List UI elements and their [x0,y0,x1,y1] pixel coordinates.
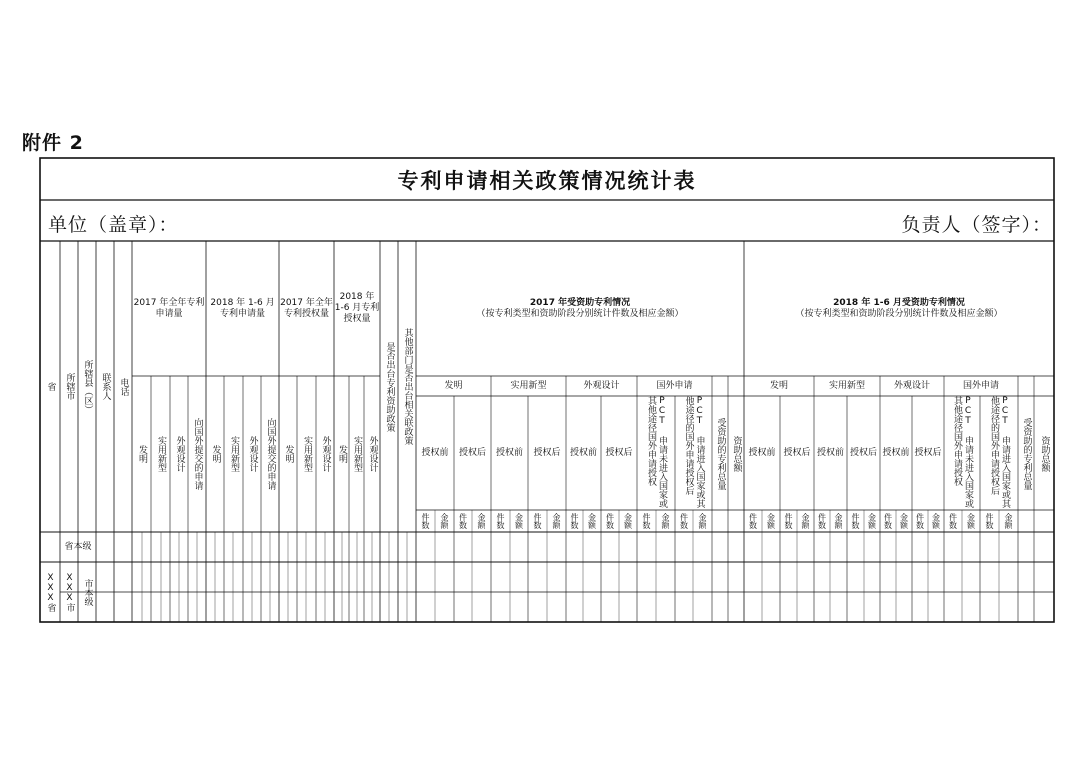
count-label: 件数 [883,513,893,529]
header-total-count: 受资助的专利总量 [1021,418,1032,490]
count-label: 件数 [421,513,430,529]
sub-invention: 发明 [137,445,147,463]
header-2017-grant: 2017 年全年专利授权量 [280,297,333,319]
sub-design: 外观设计 [247,436,258,472]
count-label: 件数 [784,513,793,529]
count-label: 件数 [570,513,579,529]
sub-invention: 发明 [210,445,221,463]
amount-label: 金额 [966,513,976,529]
header-contact: 联系人 [100,373,111,400]
sub-invention: 发明 [337,445,347,463]
funding-2017-title: 2017 年受资助专利情况 [529,297,631,308]
unit-seal-label: 单位（盖章）： [48,214,179,236]
count-label: 件数 [642,513,651,529]
amount-label: 金额 [1004,513,1013,529]
pct-entered: PCT 申请进入国家或其他途径的国外申请授权后 [989,396,1010,508]
sub-design: 外观设计 [174,436,185,472]
stage-before: 授权前 [748,447,776,458]
count-label: 件数 [817,513,827,529]
attachment-label: 附件 2 [22,132,84,154]
row-city: XXX市 [64,572,75,612]
amount-label: 金额 [552,513,561,529]
stage-before: 授权前 [495,447,523,458]
count-label: 件数 [948,513,958,529]
amount-label: 金额 [698,513,707,529]
fund-type-utility: 实用新型 [828,380,865,391]
funding-2018-title: 2018 年 1-6 月受资助专利情况 [833,297,965,308]
row-province-level: 省本级 [64,541,92,552]
stage-before: 授权前 [882,447,910,458]
header-city: 所辖市 [64,373,75,400]
fund-type-design: 外观设计 [893,380,930,391]
stage-after: 授权后 [533,447,561,458]
amount-label: 金额 [587,513,597,529]
count-label: 件数 [748,513,758,529]
sub-utility: 实用新型 [156,436,166,472]
stage-before: 授权前 [569,447,597,458]
amount-label: 金额 [801,513,810,529]
count-label: 件数 [985,513,994,529]
table-title: 专利申请相关政策情况统计表 [397,169,697,193]
header-other-dept-question: 其他部门是否出台相关联政策 [402,328,413,445]
fund-type-invention: 发明 [769,380,788,391]
amount-label: 金额 [766,513,776,529]
funding-2018-header [744,241,1054,376]
stage-after: 授权后 [914,447,942,458]
header-total-amount: 资助总额 [1039,436,1050,472]
amount-label: 金额 [661,513,670,529]
count-label: 件数 [915,513,925,529]
stage-after: 授权后 [605,447,633,458]
pct-not-entered: PCT 申请未进入国家或其他途径国外申请授权 [646,396,667,508]
header-total-count: 受资助的专利总量 [715,418,726,490]
sub-utility: 实用新型 [352,436,362,472]
header-2018-grant: 2018 年 1-6 月专利授权量 [334,292,380,324]
funding-2017-header [416,241,744,376]
header-county: 所辖县（区） [82,359,93,414]
fund-type-utility: 实用新型 [510,380,547,391]
amount-label: 金额 [477,513,486,529]
responsible-signature-label: 负责人（签字）： [901,214,1052,236]
amount-label: 金额 [834,513,843,529]
sub-utility: 实用新型 [229,436,239,472]
fund-type-foreign: 国外申请 [962,380,999,391]
fund-type-foreign: 国外申请 [656,380,693,391]
header-2018-apply: 2018 年 1-6 月专利申请量 [210,297,275,319]
stage-before: 授权前 [421,447,449,458]
count-label: 件数 [533,513,542,529]
pct-not-entered: PCT 申请未进入国家或其他途径国外申请授权 [952,396,973,508]
stage-after: 授权后 [849,447,877,458]
sub-design: 外观设计 [367,436,378,472]
header-policy-question: 是否出台专利资助政策 [384,341,395,432]
amount-label: 金额 [514,513,524,529]
row-city-level: 市本级 [82,578,93,606]
sub-design: 外观设计 [320,436,331,472]
count-label: 件数 [496,513,505,529]
sub-foreign: 向国外提交的申请 [192,418,203,490]
funding-2018-subtitle: （按专利类型和资助阶段分别统计件数及相应金额） [795,308,1003,319]
stage-before: 授权前 [816,447,844,458]
amount-label: 金额 [440,513,449,529]
count-label: 件数 [851,513,860,529]
stage-after: 授权后 [458,447,486,458]
amount-label: 金额 [867,513,877,529]
fund-type-design: 外观设计 [583,380,620,391]
amount-label: 金额 [623,513,633,529]
stage-after: 授权后 [783,447,811,458]
row-province: XXX省 [45,572,56,612]
header-total-amount: 资助总额 [731,436,742,472]
sub-invention: 发明 [283,445,294,463]
count-label: 件数 [458,513,468,529]
pct-entered: PCT 申请进入国家或其他途径的国外申请授权后 [683,396,705,508]
amount-label: 金额 [931,513,941,529]
amount-label: 金额 [899,513,909,529]
sub-foreign: 向国外提交的申请 [265,418,276,490]
header-2017-apply: 2017 年全年专利申请量 [133,297,205,319]
count-label: 件数 [679,513,689,529]
fund-type-invention: 发明 [444,380,463,391]
count-label: 件数 [605,513,615,529]
funding-2017-subtitle: （按专利类型和资助阶段分别统计件数及相应金额） [476,308,684,319]
sub-utility: 实用新型 [302,436,312,472]
header-province: 省 [45,382,56,391]
header-phone: 电话 [118,377,129,396]
